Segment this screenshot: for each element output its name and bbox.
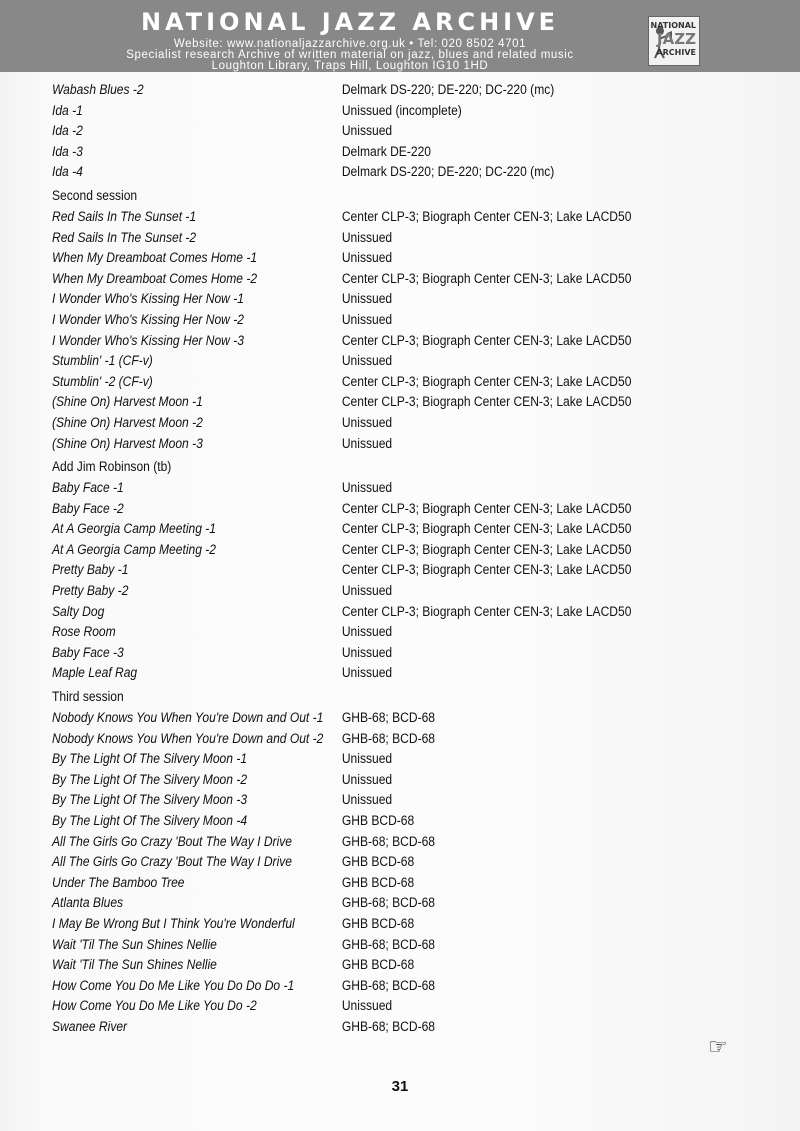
release-info: Unissued <box>341 751 393 768</box>
recording-row <box>52 142 647 163</box>
release-info: Center CLP-3; Biograph Center CEN-3; Lake LACD50 <box>341 562 632 579</box>
recording-row <box>52 622 647 643</box>
track-title: Red Sails In The Sunset -1 <box>52 208 197 225</box>
release-info: Center CLP-3; Biograph Center CEN-3; Lake LACD50 <box>341 332 632 349</box>
recording-row <box>52 269 647 290</box>
recording-row <box>52 893 647 914</box>
release-info: Unissued <box>341 435 393 452</box>
release-info: Unissued <box>341 624 393 641</box>
track-title: Wait 'Til The Sun Shines Nellie <box>52 936 217 953</box>
recording-row <box>52 289 647 310</box>
track-title: (Shine On) Harvest Moon -2 <box>52 414 203 431</box>
track-title: Nobody Knows You When You're Down and Out -1 <box>52 710 324 727</box>
track-title: I May Be Wrong But I Think You're Wonderful <box>52 915 295 932</box>
track-title: When My Dreamboat Comes Home -2 <box>52 270 258 287</box>
release-info: Delmark DE-220 <box>341 143 431 160</box>
track-title: By The Light Of The Silvery Moon -2 <box>52 771 248 788</box>
recording-row <box>52 749 647 770</box>
release-info: Center CLP-3; Biograph Center CEN-3; Lake LACD50 <box>341 521 632 538</box>
release-info: GHB BCD-68 <box>341 854 415 871</box>
track-title: Wabash Blues -2 <box>52 82 144 98</box>
release-info: GHB-68; BCD-68 <box>341 833 436 850</box>
archive-title: NATIONAL JAZZ ARCHIVE <box>140 8 560 36</box>
track-title: Ida -2 <box>52 123 83 140</box>
track-title: Salty Dog <box>52 603 105 620</box>
track-title: At A Georgia Camp Meeting -1 <box>52 521 216 538</box>
release-info: GHB BCD-68 <box>341 915 415 932</box>
recording-row <box>52 996 647 1017</box>
release-info: GHB-68; BCD-68 <box>341 936 436 953</box>
release-info: Unissued <box>341 123 393 140</box>
track-title: All The Girls Go Crazy 'Bout The Way I Drive <box>52 833 292 850</box>
recording-row <box>52 976 647 997</box>
recording-row <box>52 1017 647 1038</box>
recording-row <box>52 162 647 183</box>
session-heading: Third session <box>52 689 124 706</box>
release-info: Unissued <box>341 250 393 267</box>
recording-row <box>52 392 647 413</box>
page-number: 31 <box>391 1078 409 1095</box>
track-title: I Wonder Who's Kissing Her Now -1 <box>52 291 244 308</box>
release-info: Unissued <box>341 311 393 328</box>
recording-row <box>52 811 647 832</box>
release-info: Center CLP-3; Biograph Center CEN-3; Lake LACD50 <box>341 208 632 225</box>
recording-row <box>52 248 647 269</box>
recording-row <box>52 602 647 623</box>
discography-listing <box>52 80 752 1038</box>
pointing-hand-icon: ☞ <box>708 1034 728 1059</box>
release-info: Unissued (incomplete) <box>341 102 462 119</box>
track-title: Baby Face -3 <box>52 644 124 661</box>
track-title: Pretty Baby -2 <box>52 583 129 600</box>
track-title: Atlanta Blues <box>52 895 124 912</box>
track-title: Ida -3 <box>52 143 83 160</box>
recording-row <box>52 519 647 540</box>
recording-row <box>52 914 647 935</box>
recording-row <box>52 101 647 122</box>
release-info: GHB-68; BCD-68 <box>341 895 436 912</box>
logo-text-archive: ARCHIVE <box>656 48 696 57</box>
release-info: Unissued <box>341 229 393 246</box>
track-title: By The Light Of The Silvery Moon -4 <box>52 813 248 829</box>
track-title: By The Light Of The Silvery Moon -1 <box>52 751 248 768</box>
recording-row <box>52 499 647 520</box>
track-title: Ida -1 <box>52 102 83 119</box>
recording-row <box>52 560 647 581</box>
track-title: Stumblin' -1 (CF-v) <box>52 353 153 370</box>
track-title: How Come You Do Me Like You Do Do Do -1 <box>52 977 295 994</box>
release-info: Unissued <box>341 414 393 431</box>
release-info: GHB BCD-68 <box>341 957 415 974</box>
recording-row <box>52 478 647 499</box>
recording-row <box>52 331 647 352</box>
track-title: (Shine On) Harvest Moon -3 <box>52 435 203 452</box>
recording-row <box>52 581 647 602</box>
recording-row <box>52 80 647 101</box>
release-info: Center CLP-3; Biograph Center CEN-3; Lake LACD50 <box>341 603 632 620</box>
release-info: Unissued <box>341 792 393 809</box>
track-title: Red Sails In The Sunset -2 <box>52 229 197 246</box>
track-title: Rose Room <box>52 624 116 641</box>
track-title: Ida -4 <box>52 164 83 181</box>
recording-row <box>52 643 647 664</box>
recording-row <box>52 832 647 853</box>
release-info: Unissued <box>341 480 393 497</box>
release-info: Delmark DS-220; DE-220; DC-220 (mc) <box>341 164 555 181</box>
recording-row <box>52 228 647 249</box>
release-info: Delmark DS-220; DE-220; DC-220 (mc) <box>341 82 555 98</box>
release-info: Center CLP-3; Biograph Center CEN-3; Lake LACD50 <box>341 394 632 411</box>
release-info: GHB-68; BCD-68 <box>341 730 436 747</box>
header-address-line: Loughton Library, Traps Hill, Loughton IG10 1HD <box>211 60 489 72</box>
track-title: Baby Face -1 <box>52 480 124 497</box>
recording-row <box>52 121 647 142</box>
recording-row <box>52 372 647 393</box>
track-title: Baby Face -2 <box>52 500 124 517</box>
release-info: Unissued <box>341 291 393 308</box>
release-info: GHB-68; BCD-68 <box>341 1018 436 1035</box>
header-website-line: Website: www.nationaljazzarchive.org.uk • Tel: 020 8502 4701 <box>173 38 527 50</box>
recording-row <box>52 708 647 729</box>
release-info: Center CLP-3; Biograph Center CEN-3; Lake LACD50 <box>341 270 632 287</box>
release-info: GHB-68; BCD-68 <box>341 710 436 727</box>
track-title: Stumblin' -2 (CF-v) <box>52 373 153 390</box>
track-title: At A Georgia Camp Meeting -2 <box>52 541 216 558</box>
session-heading: Second session <box>52 187 138 204</box>
release-info: Center CLP-3; Biograph Center CEN-3; Lake LACD50 <box>341 541 632 558</box>
logo-text-national: NATIONAL <box>650 21 696 30</box>
release-info: GHB-68; BCD-68 <box>341 977 436 994</box>
track-title: How Come You Do Me Like You Do -2 <box>52 998 257 1015</box>
archive-logo <box>648 16 700 66</box>
release-info: Center CLP-3; Biograph Center CEN-3; Lake LACD50 <box>341 500 632 517</box>
logo-text-jazz: JAZZ <box>657 30 696 48</box>
release-info: Unissued <box>341 644 393 661</box>
recording-row <box>52 434 647 455</box>
header-description-line: Specialist research Archive of written material on jazz, blues and related music <box>126 49 574 61</box>
track-title: Wait 'Til The Sun Shines Nellie <box>52 957 217 974</box>
release-info: GHB BCD-68 <box>341 813 415 829</box>
recording-row <box>52 873 647 894</box>
recording-row <box>52 413 647 434</box>
recording-row <box>52 729 647 750</box>
recording-row <box>52 351 647 372</box>
recording-row <box>52 935 647 956</box>
release-info: Unissued <box>341 583 393 600</box>
track-title: Pretty Baby -1 <box>52 562 129 579</box>
release-info: Unissued <box>341 771 393 788</box>
track-title: Swanee River <box>52 1018 128 1035</box>
release-info: GHB BCD-68 <box>341 874 415 891</box>
track-title: All The Girls Go Crazy 'Bout The Way I Drive <box>52 854 292 871</box>
recording-row <box>52 663 647 684</box>
recording-row <box>52 770 647 791</box>
recording-row <box>52 852 647 873</box>
track-title: Under The Bamboo Tree <box>52 874 185 891</box>
archive-header <box>0 0 800 72</box>
recording-row <box>52 310 647 331</box>
session-heading: Add Jim Robinson (tb) <box>52 459 172 476</box>
recording-row <box>52 955 647 976</box>
track-title: I Wonder Who's Kissing Her Now -3 <box>52 332 244 349</box>
track-title: (Shine On) Harvest Moon -1 <box>52 394 203 411</box>
recording-row <box>52 540 647 561</box>
recording-row <box>52 790 647 811</box>
track-title: By The Light Of The Silvery Moon -3 <box>52 792 248 809</box>
track-title: When My Dreamboat Comes Home -1 <box>52 250 258 267</box>
release-info: Center CLP-3; Biograph Center CEN-3; Lake LACD50 <box>341 373 632 390</box>
release-info: Unissued <box>341 998 393 1015</box>
track-title: Maple Leaf Rag <box>52 665 138 682</box>
track-title: I Wonder Who's Kissing Her Now -2 <box>52 311 244 328</box>
release-info: Unissued <box>341 353 393 370</box>
recording-row <box>52 207 647 228</box>
track-title: Nobody Knows You When You're Down and Out -2 <box>52 730 324 747</box>
release-info: Unissued <box>341 665 393 682</box>
